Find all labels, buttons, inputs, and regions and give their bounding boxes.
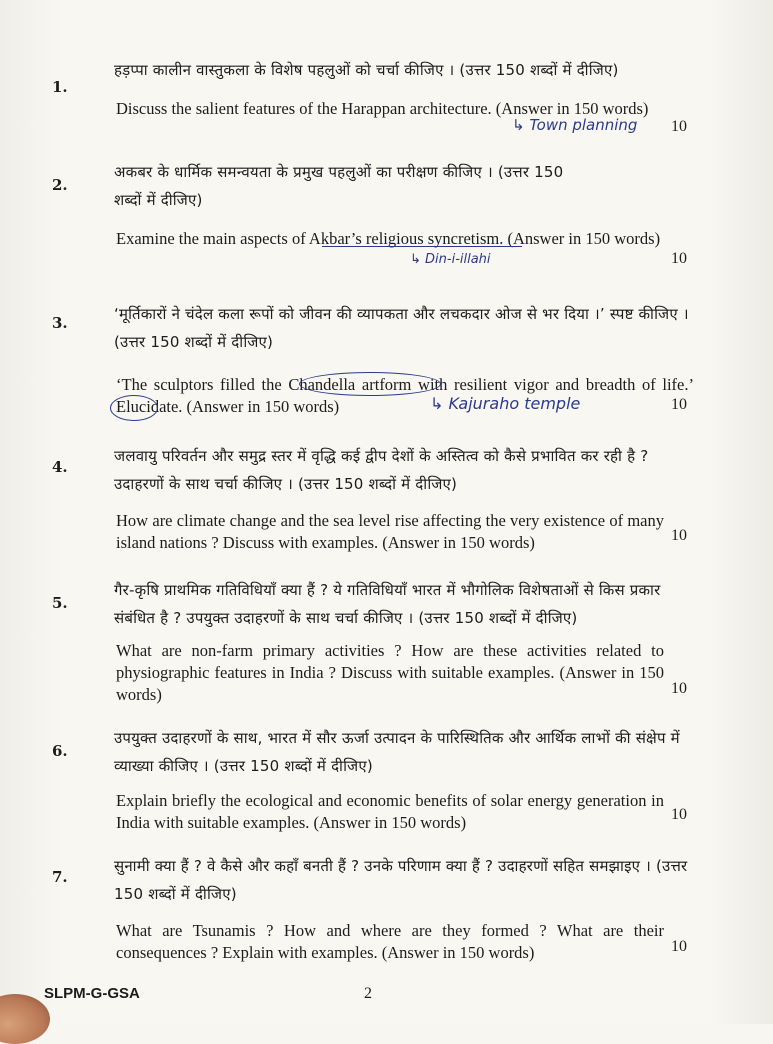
question-number: 5. — [52, 594, 68, 612]
marks: 10 — [671, 680, 687, 697]
paper-code: SLPM-G-GSA — [44, 985, 140, 1002]
handwritten-note: ↳ Din-i-illahi — [410, 252, 491, 267]
marks: 10 — [671, 396, 687, 413]
marks: 10 — [671, 806, 687, 823]
question-english: What are non-farm primary activities ? How are these activities related to physiographic features in India ? Discuss with suitable examples. (Answer in 150 words) — [116, 641, 664, 704]
question-number: 6. — [52, 742, 68, 760]
handwritten-note: ↳ Kajuraho temple — [430, 394, 581, 413]
question-hindi: ‘मूर्तिकारों ने चंदेल कला रूपों को जीवन की व्यापकता और लचकदार ओज से भर दिया ।’ स्पष्ट कीजिए । (उत्तर 150 शब्दों में दीजिए) — [114, 305, 689, 351]
question-hindi: गैर-कृषि प्राथमिक गतिविधियाँ क्या हैं ? ये गतिविधियाँ भारत में भौगोलिक विशेषताओं से किस प्रकार संबंधित है ? उपयुक्त उदाहरणों के साथ चर्चा कीजिए । (उत्तर 150 शब्दों में दीजिए) — [114, 581, 661, 627]
question-hindi: हड़प्पा कालीन वास्तुकला के विशेष पहलुओं को चर्चा कीजिए । (उत्तर 150 शब्दों में दीजिए) — [114, 61, 619, 79]
question-number: 1. — [52, 78, 68, 96]
handwritten-note: ↳ Town planning — [512, 116, 638, 134]
handwritten-circle — [110, 395, 158, 421]
question-english: What are Tsunamis ? How and where are they formed ? What are their consequences ? Explain with examples. (Answer in 150 words) — [116, 921, 664, 962]
question-number: 7. — [52, 868, 68, 886]
question-english: Examine the main aspects of Akbar’s religious syncretism. (Answer in 150 words) — [116, 229, 661, 248]
question-hindi: उपयुक्त उदाहरणों के साथ, भारत में सौर ऊर्जा उत्पादन के पारिस्थितिक और आर्थिक लाभों की संक्षेप में व्याख्या कीजिए । (उत्तर 150 शब्दों में दीजिए) — [114, 729, 680, 775]
question-english: Discuss the salient features of the Harappan architecture. (Answer in 150 words) — [116, 99, 649, 118]
page-number: 2 — [364, 985, 372, 1002]
finger-photo-artifact — [0, 994, 50, 1044]
question-hindi: सुनामी क्या हैं ? वे कैसे और कहाँ बनती हैं ? उनके परिणाम क्या हैं ? उदाहरणों सहित समझाइए । (उत्तर 150 शब्दों में दीजिए) — [114, 857, 688, 903]
handwritten-underline — [322, 246, 522, 247]
marks: 10 — [671, 527, 687, 544]
question-english: How are climate change and the sea level rise affecting the very existence of many island nations ? Discuss with examples. (Answer in 150 words) — [116, 511, 664, 552]
marks: 10 — [671, 250, 687, 267]
question-number: 3. — [52, 314, 68, 332]
marks: 10 — [671, 938, 687, 955]
marks: 10 — [671, 118, 687, 135]
handwritten-circle — [299, 372, 441, 396]
question-hindi: जलवायु परिवर्तन और समुद्र स्तर में वृद्धि कई द्वीप देशों के अस्तित्व को कैसे प्रभावित कर रही है ? उदाहरणों के साथ चर्चा कीजिए । (उत्तर 150 शब्दों में दीजिए) — [114, 447, 649, 493]
question-number: 2. — [52, 176, 68, 194]
question-english: Explain briefly the ecological and economic benefits of solar energy generation in India with suitable examples. (Answer in 150 words) — [116, 791, 664, 832]
question-hindi: अकबर के धार्मिक समन्वयता के प्रमुख पहलुओं का परीक्षण कीजिए । (उत्तर 150 शब्दों में दीजिए) — [114, 163, 564, 209]
question-number: 4. — [52, 458, 68, 476]
question-english: ‘The sculptors filled the Chandella artform with resilient vigor and breadth of life.’ Elucidate. (Answer in 150 words) — [116, 375, 694, 416]
